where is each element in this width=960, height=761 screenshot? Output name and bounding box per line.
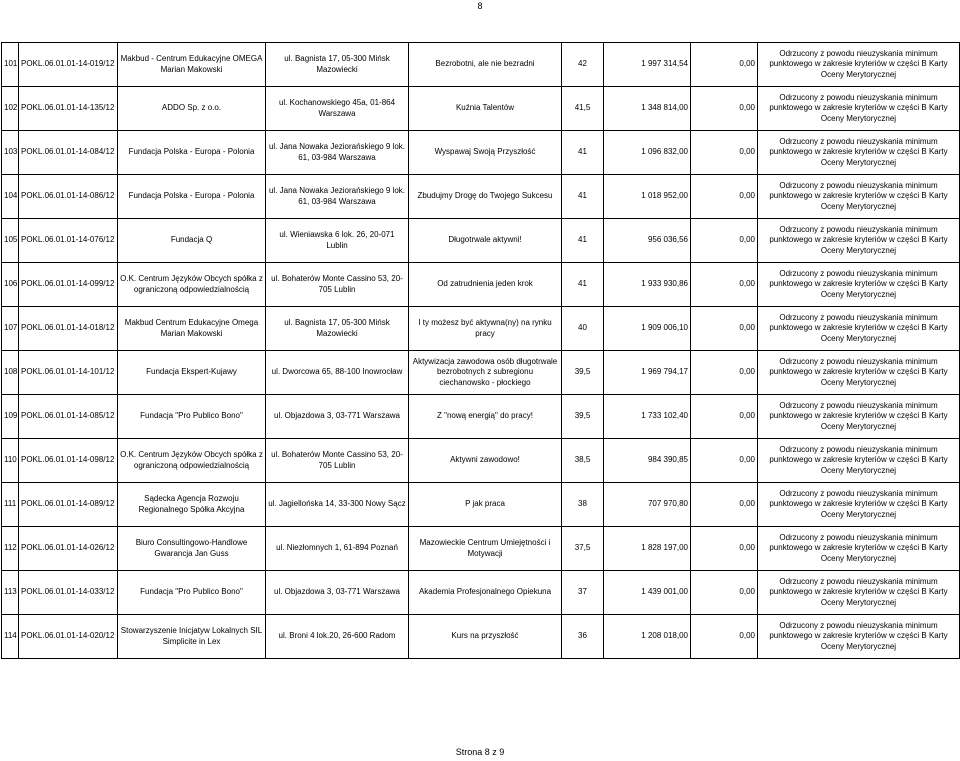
applicant-address: ul. Objazdowa 3, 03-771 Warszawa [266, 395, 409, 439]
points: 39,5 [562, 351, 604, 395]
decision-reason: Odrzucony z powodu nieuzyskania minimum punktowego w zakresie kryteriów w części B Karty Oceny Merytorycznej [758, 307, 960, 351]
table-row [2, 439, 960, 483]
results-table [1, 42, 960, 659]
applicant-name: O.K. Centrum Języków Obcych spółka z ograniczoną odpowiedzialnością [118, 439, 266, 483]
applicant-address: ul. Objazdowa 3, 03-771 Warszawa [266, 571, 409, 615]
decision-reason: Odrzucony z powodu nieuzyskania minimum punktowego w zakresie kryteriów w części B Karty Oceny Merytorycznej [758, 175, 960, 219]
applicant-address: ul. Bohaterów Monte Cassino 53, 20-705 Lublin [266, 263, 409, 307]
points: 38,5 [562, 439, 604, 483]
points: 38 [562, 483, 604, 527]
table-row [2, 263, 960, 307]
project-value: 956 036,56 [604, 219, 691, 263]
granted-amount: 0,00 [691, 395, 758, 439]
applicant-address: ul. Bagnista 17, 05-300 Mińsk Mazowiecki [266, 43, 409, 87]
project-code: POKL.06.01.01-14-033/12 [19, 571, 118, 615]
project-code: POKL.06.01.01-14-086/12 [19, 175, 118, 219]
granted-amount: 0,00 [691, 483, 758, 527]
project-code: POKL.06.01.01-14-101/12 [19, 351, 118, 395]
applicant-name: Fundacja Polska - Europa - Polonia [118, 131, 266, 175]
table-row [2, 87, 960, 131]
project-value: 1 909 006,10 [604, 307, 691, 351]
row-number: 110 [2, 439, 19, 483]
project-value: 1 208 018,00 [604, 615, 691, 659]
project-title: Bezrobotni, ale nie bezradni [409, 43, 562, 87]
decision-reason: Odrzucony z powodu nieuzyskania minimum punktowego w zakresie kryteriów w części B Karty Oceny Merytorycznej [758, 263, 960, 307]
project-value: 1 018 952,00 [604, 175, 691, 219]
decision-reason: Odrzucony z powodu nieuzyskania minimum punktowego w zakresie kryteriów w części B Karty Oceny Merytorycznej [758, 395, 960, 439]
decision-reason: Odrzucony z powodu nieuzyskania minimum punktowego w zakresie kryteriów w części B Karty Oceny Merytorycznej [758, 219, 960, 263]
decision-reason: Odrzucony z powodu nieuzyskania minimum punktowego w zakresie kryteriów w części B Karty Oceny Merytorycznej [758, 527, 960, 571]
project-title: Akademia Profesjonalnego Opiekuna [409, 571, 562, 615]
applicant-address: ul. Jana Nowaka Jeziorańskiego 9 lok. 61, 03-984 Warszawa [266, 131, 409, 175]
project-value: 1 348 814,00 [604, 87, 691, 131]
applicant-name: Fundacja Polska - Europa - Polonia [118, 175, 266, 219]
applicant-address: ul. Niezłomnych 1, 61-894 Poznań [266, 527, 409, 571]
applicant-address: ul. Kochanowskiego 45a, 01-864 Warszawa [266, 87, 409, 131]
granted-amount: 0,00 [691, 175, 758, 219]
project-value: 1 933 930,86 [604, 263, 691, 307]
applicant-address: ul. Broni 4 lok.20, 26-600 Radom [266, 615, 409, 659]
row-number: 108 [2, 351, 19, 395]
applicant-name: Makbud - Centrum Edukacyjne OMEGA Marian Makowski [118, 43, 266, 87]
decision-reason: Odrzucony z powodu nieuzyskania minimum punktowego w zakresie kryteriów w części B Karty Oceny Merytorycznej [758, 43, 960, 87]
table-row [2, 131, 960, 175]
points: 41 [562, 219, 604, 263]
project-value: 1 828 197,00 [604, 527, 691, 571]
granted-amount: 0,00 [691, 307, 758, 351]
project-title: P jak praca [409, 483, 562, 527]
project-title: Długotrwale aktywni! [409, 219, 562, 263]
project-code: POKL.06.01.01-14-020/12 [19, 615, 118, 659]
points: 37,5 [562, 527, 604, 571]
project-value: 1 733 102,40 [604, 395, 691, 439]
granted-amount: 0,00 [691, 131, 758, 175]
project-code: POKL.06.01.01-14-089/12 [19, 483, 118, 527]
project-value: 1 997 314,54 [604, 43, 691, 87]
project-title: Z "nową energią" do pracy! [409, 395, 562, 439]
row-number: 102 [2, 87, 19, 131]
project-title: Kurs na przyszłość [409, 615, 562, 659]
points: 36 [562, 615, 604, 659]
points: 41 [562, 175, 604, 219]
applicant-name: Makbud Centrum Edukacyjne Omega Marian Makowski [118, 307, 266, 351]
applicant-address: ul. Bohaterów Monte Cassino 53, 20-705 Lublin [266, 439, 409, 483]
decision-reason: Odrzucony z powodu nieuzyskania minimum punktowego w zakresie kryteriów w części B Karty Oceny Merytorycznej [758, 351, 960, 395]
applicant-address: ul. Bagnista 17, 05-300 Mińsk Mazowiecki [266, 307, 409, 351]
applicant-address: ul. Wieniawska 6 lok. 26, 20-071 Lublin [266, 219, 409, 263]
decision-reason: Odrzucony z powodu nieuzyskania minimum punktowego w zakresie kryteriów w części B Karty Oceny Merytorycznej [758, 615, 960, 659]
granted-amount: 0,00 [691, 439, 758, 483]
page-number: 8 [477, 1, 483, 11]
project-title: Od zatrudnienia jeden krok [409, 263, 562, 307]
project-value: 1 969 794,17 [604, 351, 691, 395]
row-number: 101 [2, 43, 19, 87]
table-row [2, 483, 960, 527]
points: 41 [562, 263, 604, 307]
granted-amount: 0,00 [691, 351, 758, 395]
applicant-name: O.K. Centrum Języków Obcych spółka z ograniczoną odpowiedzialnością [118, 263, 266, 307]
project-code: POKL.06.01.01-14-026/12 [19, 527, 118, 571]
project-code: POKL.06.01.01-14-085/12 [19, 395, 118, 439]
project-value: 984 390,85 [604, 439, 691, 483]
points: 41,5 [562, 87, 604, 131]
project-title: Aktywni zawodowo! [409, 439, 562, 483]
project-code: POKL.06.01.01-14-019/12 [19, 43, 118, 87]
applicant-name: Fundacja "Pro Publico Bono" [118, 571, 266, 615]
project-title: Zbudujmy Drogę do Twojego Sukcesu [409, 175, 562, 219]
row-number: 103 [2, 131, 19, 175]
points: 37 [562, 571, 604, 615]
granted-amount: 0,00 [691, 87, 758, 131]
granted-amount: 0,00 [691, 43, 758, 87]
decision-reason: Odrzucony z powodu nieuzyskania minimum punktowego w zakresie kryteriów w części B Karty Oceny Merytorycznej [758, 483, 960, 527]
project-title: Wyspawaj Swoją Przyszłość [409, 131, 562, 175]
decision-reason: Odrzucony z powodu nieuzyskania minimum punktowego w zakresie kryteriów w części B Karty Oceny Merytorycznej [758, 87, 960, 131]
project-code: POKL.06.01.01-14-099/12 [19, 263, 118, 307]
applicant-address: ul. Jana Nowaka Jeziorańskiego 9 lok. 61, 03-984 Warszawa [266, 175, 409, 219]
row-number: 114 [2, 615, 19, 659]
project-title: I ty możesz być aktywna(ny) na rynku pracy [409, 307, 562, 351]
table-row [2, 395, 960, 439]
granted-amount: 0,00 [691, 615, 758, 659]
project-value: 1 096 832,00 [604, 131, 691, 175]
points: 39,5 [562, 395, 604, 439]
table-row [2, 43, 960, 87]
applicant-name: Stowarzyszenie Inicjatyw Lokalnych SIL Simplicite in Lex [118, 615, 266, 659]
row-number: 105 [2, 219, 19, 263]
row-number: 112 [2, 527, 19, 571]
applicant-name: Fundacja Ekspert-Kujawy [118, 351, 266, 395]
project-value: 1 439 001,00 [604, 571, 691, 615]
granted-amount: 0,00 [691, 219, 758, 263]
table-row [2, 527, 960, 571]
project-title: Aktywizacja zawodowa osób długotrwale bezrobotnych z subregionu ciechanowsko - płockiego [409, 351, 562, 395]
project-code: POKL.06.01.01-14-135/12 [19, 87, 118, 131]
applicant-name: Fundacja "Pro Publico Bono" [118, 395, 266, 439]
table-row [2, 219, 960, 263]
points: 40 [562, 307, 604, 351]
applicant-name: Fundacja Q [118, 219, 266, 263]
project-value: 707 970,80 [604, 483, 691, 527]
project-code: POKL.06.01.01-14-084/12 [19, 131, 118, 175]
table-row [2, 175, 960, 219]
project-code: POKL.06.01.01-14-018/12 [19, 307, 118, 351]
table-row [2, 351, 960, 395]
row-number: 109 [2, 395, 19, 439]
row-number: 107 [2, 307, 19, 351]
row-number: 106 [2, 263, 19, 307]
granted-amount: 0,00 [691, 263, 758, 307]
table-row [2, 615, 960, 659]
project-code: POKL.06.01.01-14-076/12 [19, 219, 118, 263]
table-row [2, 307, 960, 351]
row-number: 113 [2, 571, 19, 615]
granted-amount: 0,00 [691, 527, 758, 571]
points: 41 [562, 131, 604, 175]
decision-reason: Odrzucony z powodu nieuzyskania minimum punktowego w zakresie kryteriów w części B Karty Oceny Merytorycznej [758, 439, 960, 483]
applicant-address: ul. Dworcowa 65, 88-100 Inowrocław [266, 351, 409, 395]
points: 42 [562, 43, 604, 87]
project-code: POKL.06.01.01-14-098/12 [19, 439, 118, 483]
decision-reason: Odrzucony z powodu nieuzyskania minimum punktowego w zakresie kryteriów w części B Karty Oceny Merytorycznej [758, 131, 960, 175]
applicant-address: ul. Jagiellońska 14, 33-300 Nowy Sącz [266, 483, 409, 527]
applicant-name: ADDO Sp. z o.o. [118, 87, 266, 131]
project-title: Mazowieckie Centrum Umiejętności i Motywacji [409, 527, 562, 571]
page-footer: Strona 8 z 9 [455, 747, 505, 757]
applicant-name: Sądecka Agencja Rozwoju Regionalnego Spółka Akcyjna [118, 483, 266, 527]
row-number: 111 [2, 483, 19, 527]
row-number: 104 [2, 175, 19, 219]
table-row [2, 571, 960, 615]
applicant-name: Biuro Consultingowo-Handlowe Gwarancja Jan Guss [118, 527, 266, 571]
project-title: Kuźnia Talentów [409, 87, 562, 131]
granted-amount: 0,00 [691, 571, 758, 615]
decision-reason: Odrzucony z powodu nieuzyskania minimum punktowego w zakresie kryteriów w części B Karty Oceny Merytorycznej [758, 571, 960, 615]
